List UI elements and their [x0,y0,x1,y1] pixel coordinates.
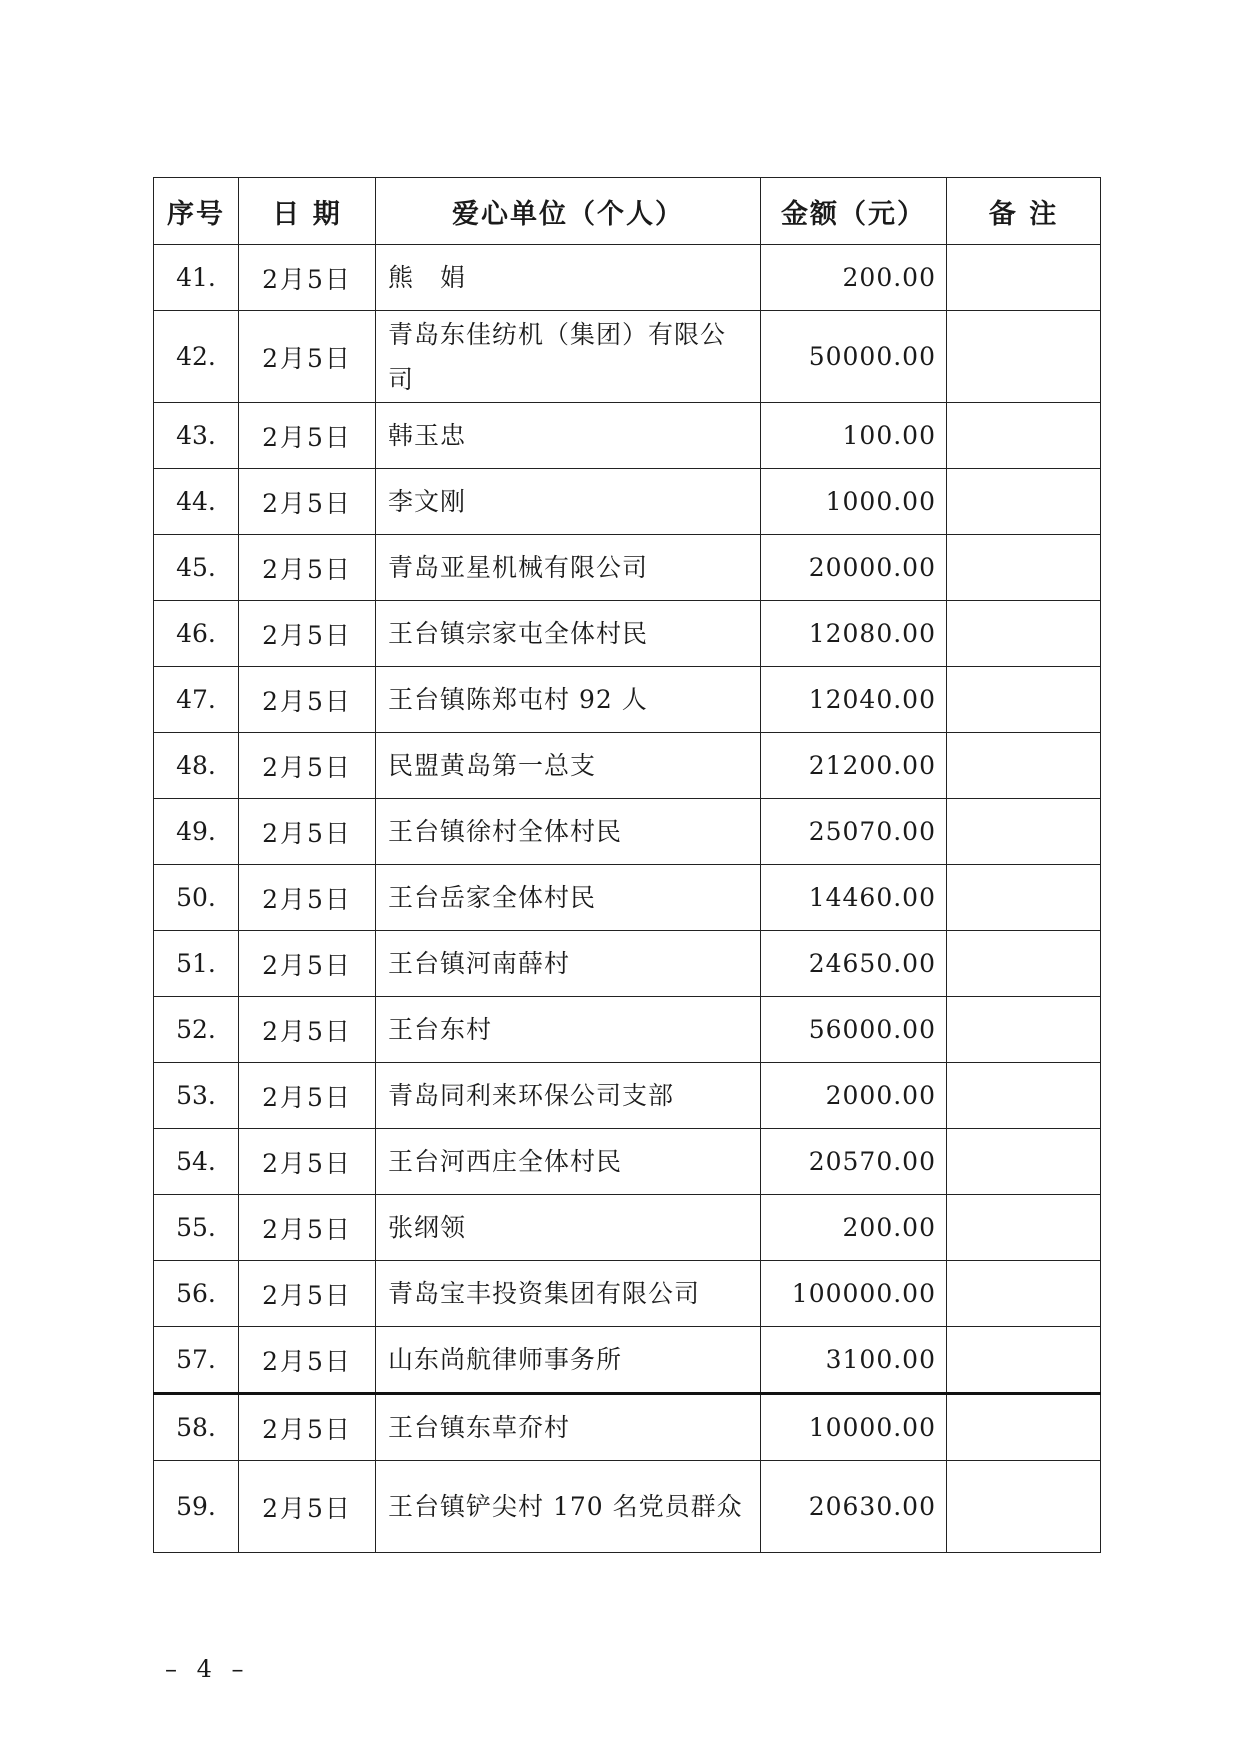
table-row [154,667,1101,733]
table-row [154,1261,1101,1327]
row-index-cell: 42. [154,311,239,403]
row-amount-cell: 24650.00 [761,931,947,997]
row-note-cell [947,733,1101,799]
row-note-cell [947,311,1101,403]
row-note-cell [947,1394,1101,1461]
row-amount-cell: 100.00 [761,403,947,469]
row-note-cell [947,469,1101,535]
donation-table [153,177,1101,1553]
table-body [154,245,1101,1553]
row-index-cell: 52. [154,997,239,1063]
row-donor-cell: 熊 娟 [376,245,761,311]
row-index-cell: 46. [154,601,239,667]
row-date-cell: 2月5日 [239,245,376,311]
row-date-cell: 2月5日 [239,1063,376,1129]
row-note-cell [947,535,1101,601]
row-donor-cell: 王台镇铲尖村 170 名党员群众 [376,1461,761,1553]
table-header-row [154,178,1101,245]
row-amount-cell: 21200.00 [761,733,947,799]
row-index-cell: 45. [154,535,239,601]
row-note-cell [947,1461,1101,1553]
header-amount: 金额（元） [761,178,947,245]
row-index-cell: 48. [154,733,239,799]
row-index-cell: 49. [154,799,239,865]
row-note-cell [947,1129,1101,1195]
row-date-cell: 2月5日 [239,403,376,469]
row-donor-cell: 王台岳家全体村民 [376,865,761,931]
row-amount-cell: 20630.00 [761,1461,947,1553]
row-note-cell [947,799,1101,865]
row-index-cell: 54. [154,1129,239,1195]
row-date-cell: 2月5日 [239,469,376,535]
row-donor-cell: 王台镇河南薛村 [376,931,761,997]
row-note-cell [947,601,1101,667]
row-index-cell: 59. [154,1461,239,1553]
row-date-cell: 2月5日 [239,667,376,733]
row-note-cell [947,403,1101,469]
row-amount-cell: 200.00 [761,245,947,311]
row-donor-cell: 韩玉忠 [376,403,761,469]
row-date-cell: 2月5日 [239,733,376,799]
row-donor-cell: 王台镇东草夼村 [376,1394,761,1461]
table-row [154,865,1101,931]
row-date-cell: 2月5日 [239,535,376,601]
row-index-cell: 43. [154,403,239,469]
table-row [154,931,1101,997]
row-note-cell [947,865,1101,931]
row-note-cell [947,1261,1101,1327]
row-note-cell [947,1327,1101,1394]
table-row [154,997,1101,1063]
table-row [154,799,1101,865]
row-amount-cell: 12080.00 [761,601,947,667]
row-date-cell: 2月5日 [239,311,376,403]
row-date-cell: 2月5日 [239,997,376,1063]
row-amount-cell: 200.00 [761,1195,947,1261]
row-note-cell [947,245,1101,311]
table-row [154,245,1101,311]
row-index-cell: 55. [154,1195,239,1261]
row-donor-cell: 山东尚航律师事务所 [376,1327,761,1394]
row-donor-cell: 王台东村 [376,997,761,1063]
row-note-cell [947,1195,1101,1261]
row-donor-cell: 王台镇宗家屯全体村民 [376,601,761,667]
table-row [154,1327,1101,1394]
row-donor-cell: 李文刚 [376,469,761,535]
table-row [154,1394,1101,1461]
table-row [154,1461,1101,1553]
header-donor: 爱心单位（个人） [376,178,761,245]
table-row [154,403,1101,469]
row-donor-cell: 青岛同利来环保公司支部 [376,1063,761,1129]
header-date: 日 期 [239,178,376,245]
table-row [154,469,1101,535]
row-amount-cell: 3100.00 [761,1327,947,1394]
header-note: 备 注 [947,178,1101,245]
table-row [154,311,1101,403]
row-amount-cell: 2000.00 [761,1063,947,1129]
row-amount-cell: 14460.00 [761,865,947,931]
row-donor-cell: 王台镇徐村全体村民 [376,799,761,865]
row-amount-cell: 20000.00 [761,535,947,601]
row-amount-cell: 1000.00 [761,469,947,535]
row-donor-cell: 王台镇陈郑屯村 92 人 [376,667,761,733]
row-date-cell: 2月5日 [239,1261,376,1327]
table-row [154,1129,1101,1195]
row-index-cell: 44. [154,469,239,535]
row-date-cell: 2月5日 [239,1195,376,1261]
row-date-cell: 2月5日 [239,1461,376,1553]
row-donor-cell: 青岛宝丰投资集团有限公司 [376,1261,761,1327]
table-row [154,535,1101,601]
row-index-cell: 50. [154,865,239,931]
row-note-cell [947,997,1101,1063]
row-date-cell: 2月5日 [239,931,376,997]
row-donor-cell: 青岛亚星机械有限公司 [376,535,761,601]
page-number: – 4 – [165,1655,250,1683]
row-date-cell: 2月5日 [239,1129,376,1195]
row-date-cell: 2月5日 [239,799,376,865]
table-row [154,1063,1101,1129]
row-donor-cell: 青岛东佳纺机（集团）有限公司 [376,311,761,403]
row-note-cell [947,1063,1101,1129]
row-index-cell: 51. [154,931,239,997]
row-date-cell: 2月5日 [239,601,376,667]
row-amount-cell: 50000.00 [761,311,947,403]
row-date-cell: 2月5日 [239,865,376,931]
header-index: 序号 [154,178,239,245]
row-amount-cell: 56000.00 [761,997,947,1063]
table-row [154,733,1101,799]
row-amount-cell: 12040.00 [761,667,947,733]
row-index-cell: 53. [154,1063,239,1129]
table-row [154,1195,1101,1261]
row-index-cell: 41. [154,245,239,311]
row-amount-cell: 10000.00 [761,1394,947,1461]
row-date-cell: 2月5日 [239,1394,376,1461]
row-amount-cell: 100000.00 [761,1261,947,1327]
row-donor-cell: 张纲领 [376,1195,761,1261]
row-index-cell: 56. [154,1261,239,1327]
row-amount-cell: 20570.00 [761,1129,947,1195]
row-donor-cell: 民盟黄岛第一总支 [376,733,761,799]
table-row [154,601,1101,667]
row-note-cell [947,667,1101,733]
row-amount-cell: 25070.00 [761,799,947,865]
row-index-cell: 57. [154,1327,239,1394]
row-donor-cell: 王台河西庄全体村民 [376,1129,761,1195]
row-index-cell: 47. [154,667,239,733]
row-index-cell: 58. [154,1394,239,1461]
row-note-cell [947,931,1101,997]
row-date-cell: 2月5日 [239,1327,376,1394]
